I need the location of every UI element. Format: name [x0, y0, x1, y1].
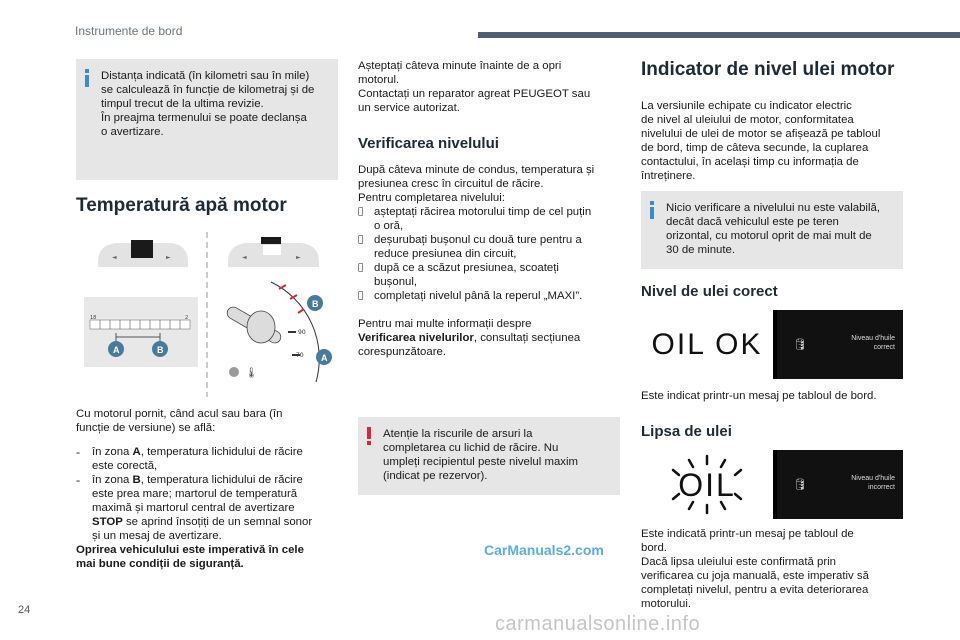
oil-low-message: Niveau d'huile incorrect — [851, 475, 895, 491]
scale-label-right: 2 — [185, 315, 189, 321]
coolant-gauge-illustration — [76, 227, 338, 402]
intro-line: un service autorizat. — [358, 102, 460, 114]
body-line: Este indicată printr-un mesaj pe tabloul de — [641, 528, 854, 540]
status-dot-icon — [229, 367, 239, 377]
info-icon — [85, 69, 89, 87]
zone-item-b: - în zona B, temperatura lichidului de răcire este prea mare; martorul de temperatură maximă și martorul central de avertizare STOP se aprind însoțiți de un semnal sonor și un mesaj de avertizare. — [76, 473, 338, 543]
info-note: Nicio verificare a nivelului nu este valabilă, decât dacă vehiculul este pe teren orizontal, cu motorul oprit de mai mult de 30 de minute. — [641, 191, 903, 269]
info-note — [76, 59, 338, 180]
body-line: verificarea cu joja manuală, este imperativ să — [641, 570, 869, 582]
info-line: Distanța indicată (în kilometri sau în mile) — [101, 70, 310, 82]
oil-can-icon: 🛢 — [793, 479, 807, 491]
zone-list — [76, 445, 338, 543]
oil-low-display — [641, 450, 903, 519]
oil-can-icon: 🛢 — [793, 339, 807, 351]
warning-line: mai bune condiții de siguranță. — [76, 558, 244, 570]
body-line: presiunea cresc în circuitul de răcire. — [358, 178, 544, 190]
svg-text:◄: ◄ — [242, 254, 247, 261]
step-list — [358, 205, 620, 303]
info-line: o avertizare. — [101, 126, 164, 138]
step-item: completați nivelul până la reperul „MAXI”. — [374, 290, 583, 302]
column-2 — [358, 59, 620, 495]
label-a-needle: A — [321, 353, 328, 363]
body-line: Dacă lipsa uleiului este confirmată prin — [641, 556, 837, 568]
section-title-oil-indicator: Indicator de nivel ulei motor — [641, 59, 895, 80]
scale-label-left: 18 — [90, 315, 97, 321]
info-line: timpul trecut de la ultima revizie. — [101, 98, 264, 110]
intro-line: Cu motorul pornit, când acul sau bara (în — [76, 408, 283, 420]
coolant-gauge-figure — [76, 227, 338, 402]
oil-ok-caption: Este indicat printr-un mesaj pe tabloul de bord. — [641, 390, 877, 402]
caution-note: Atenție la riscurile de arsuri la completarea cu lichid de răcire. Nu umpleți recipientul peste nivelul maxim (indicat pe rezervor). — [358, 417, 620, 495]
label-b-needle: B — [312, 299, 319, 309]
zone-item-a: - în zona A, temperatura lichidului de răcire este corectă, — [76, 445, 338, 473]
body-line: completați nivelul, pentru a evita deteriorarea — [641, 584, 869, 596]
column-3 — [641, 59, 903, 611]
oil-low-message-panel — [777, 450, 903, 519]
intro-line: funcție de versiune) se află: — [76, 422, 216, 434]
info-line: În preajma termenului se poate declanșa — [101, 112, 307, 124]
section-title-oil-low: Lipsa de ulei — [641, 423, 732, 440]
body-line: La versiunile echipate cu indicator electric — [641, 100, 852, 112]
svg-text:►: ► — [166, 254, 171, 261]
intro-line: Așteptați câteva minute înainte de a opri — [358, 60, 562, 72]
step-item: așteptați răcirea motorului timp de cel puțin o oră, — [374, 206, 592, 232]
oil-ok-text: OIL OK — [641, 310, 773, 379]
watermark-carmanuals2[interactable]: CarManuals2.com — [484, 542, 604, 558]
info-line: se calculează în funcție de kilometraj și de — [101, 84, 315, 96]
section-title-level-check: Verificarea nivelului — [358, 135, 499, 152]
body-line: de nivel al uleiului de motor, conformitatea — [641, 114, 854, 126]
body-line: de bord, timp de câteva secunde, la cuplarea — [641, 142, 869, 154]
body-line: motorului. — [641, 598, 692, 610]
column-1 — [76, 59, 338, 571]
body-line: Pentru completarea nivelului: — [358, 192, 505, 204]
warning-line: Oprirea vehiculului este imperativă în cele — [76, 544, 304, 556]
tick-70: 70 — [296, 352, 304, 359]
section-title-oil-ok: Nivel de ulei corect — [641, 283, 778, 300]
intro-line: Contactați un reparator agreat PEUGEOT sau — [358, 88, 591, 100]
tick-90: 90 — [298, 329, 306, 336]
label-b-bar: B — [157, 345, 164, 355]
coolant-temperature-icon: 🌡 — [245, 368, 258, 379]
section-title-coolant: Temperatură apă motor — [76, 195, 287, 216]
label-a-bar: A — [113, 345, 120, 355]
intro-line: motorul. — [358, 74, 400, 86]
body-line: După câteva minute de condus, temperatura și — [358, 164, 595, 176]
oil-low-panel — [641, 450, 773, 519]
section-header: Instrumente de bord — [75, 24, 183, 38]
body-line: nivelului de ulei de motor se afișează pe tabloul — [641, 128, 881, 140]
oil-ok-message-panel — [777, 310, 903, 379]
more-info: Pentru mai multe informații despre Verificarea nivelurilor, consultați secțiunea corespunzătoare. — [358, 318, 581, 358]
oil-low-text: OIL — [678, 466, 736, 503]
oil-ok-display — [641, 310, 903, 379]
svg-text:►: ► — [296, 254, 301, 261]
body-line: contactului, în același timp cu informația de — [641, 156, 859, 168]
step-item: deșurubați bușonul cu două ture pentru a reduce presiunea din circuit, — [374, 234, 582, 260]
oil-ok-message: Niveau d'huile correct — [851, 335, 895, 351]
warning-icon — [367, 427, 371, 445]
info-icon — [650, 201, 654, 219]
watermark-carmanualsonline[interactable]: carmanualsonline.info — [495, 613, 701, 635]
page-number: 24 — [18, 604, 31, 616]
svg-text:◄: ◄ — [112, 254, 117, 261]
body-line: bord. — [641, 542, 667, 554]
header-bar — [478, 32, 960, 38]
step-item: după ce a scăzut presiunea, scoateți bușonul, — [374, 262, 559, 288]
body-line: întreținere. — [641, 170, 696, 182]
cross-reference-link[interactable]: Verificarea nivelurilor — [358, 332, 474, 344]
